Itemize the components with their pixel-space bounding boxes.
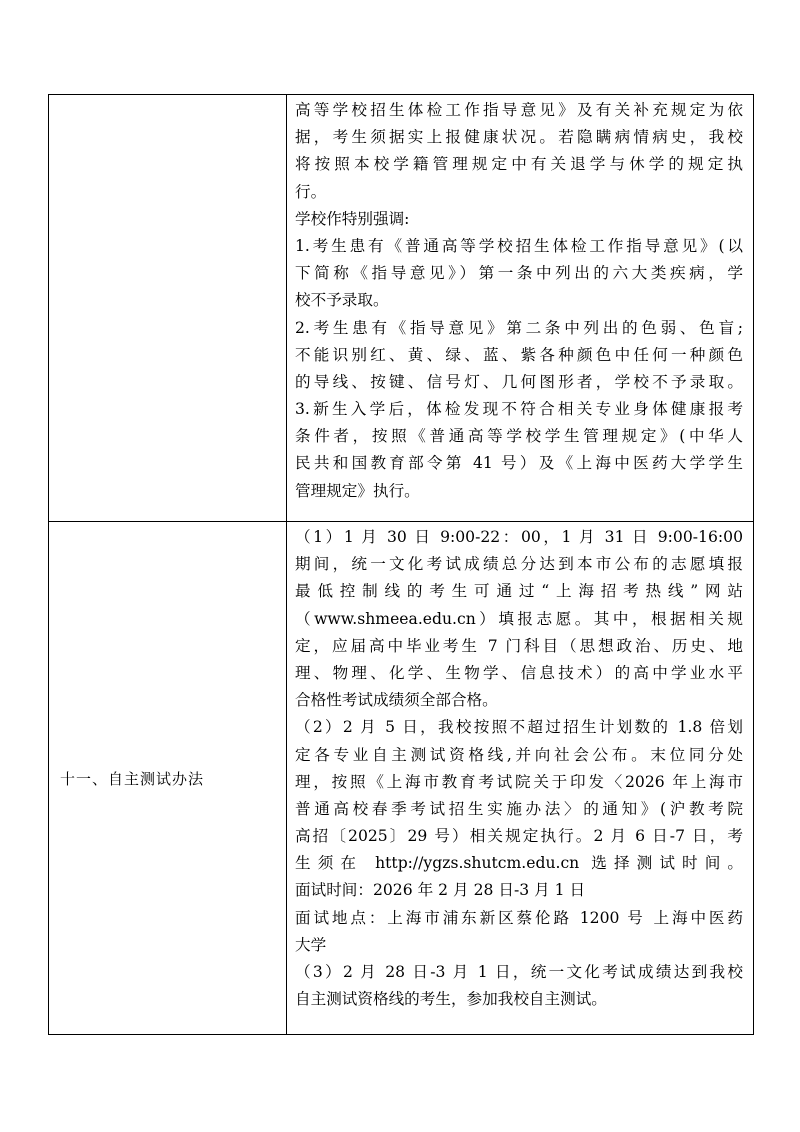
- text-line: （2）2 月 5 日，我校按照不超过招生计划数的 1.8 倍划: [295, 718, 743, 737]
- table-row: [49, 522, 754, 1035]
- text-line: 将按照本校学籍管理规定中有关退学与休学的规定执: [295, 155, 743, 174]
- text-line: 面试时间：2026 年 2 月 28 日-3 月 1 日: [295, 881, 586, 900]
- text-line: 面试地点：上海市浦东新区蔡伦路 1200 号 上海中医药: [295, 908, 743, 927]
- self-test-method-text: [287, 522, 753, 1013]
- text-line: 3.新生入学后，体检发现不符合相关专业身体健康报考: [295, 400, 743, 419]
- text-line: 合格性考试成绩须全部合格。: [295, 691, 498, 710]
- text-line: 校不予录取。: [295, 291, 389, 310]
- text-line: （3）2 月 28 日-3 月 1 日，统一文化考试成绩达到我校: [295, 963, 743, 981]
- text-line: 大学: [295, 935, 327, 954]
- row-label: 十一、自主测试办法: [60, 769, 205, 788]
- text-line: 普通高校春季考试招生实施办法〉的通知》(沪教考院: [295, 799, 743, 818]
- text-line: （www.shmeea.edu.cn）填报志愿。其中，根据相关规: [295, 609, 743, 628]
- text-line: 行。: [295, 182, 327, 201]
- text-line: 高招〔2025〕29 号）相关规定执行。2 月 6 日-7 日，考: [295, 827, 743, 846]
- text-line: 理，按照《上海市教育考试院关于印发〈2026 年上海市: [295, 772, 743, 791]
- text-line: 理、物理、化学、生物学、信息技术）的高中学业水平: [295, 663, 743, 682]
- text-line: 不能识别红、黄、绿、蓝、紫各种颜色中任何一种颜色: [295, 345, 743, 364]
- text-line: 条件者，按照《普通高等学校学生管理规定》(中华人: [295, 427, 743, 446]
- text-line: 高等学校招生体检工作指导意见》及有关补充规定为依: [295, 101, 743, 119]
- text-line: 管理规定》执行。: [295, 481, 420, 500]
- text-line: 生须在 http://ygzs.shutcm.edu.cn 选择测试时间。: [295, 854, 743, 873]
- text-line: 民共和国教育部令第 41 号）及《上海中医药大学学生: [295, 454, 743, 473]
- text-line: 自主测试资格线的考生，参加我校自主测试。: [295, 990, 607, 1009]
- text-line: 定各专业自主测试资格线,并向社会公布。末位同分处: [295, 745, 743, 764]
- requirements-table: [48, 94, 754, 1035]
- text-line: 的导线、按键、信号灯、几何图形者，学校不予录取。: [295, 372, 743, 391]
- text-line: 1.考生患有《普通高等学校招生体检工作指导意见》(以: [295, 236, 743, 255]
- text-line: （1）1 月 30 日 9:00-22：00，1 月 31 日 9:00-16:00: [295, 528, 743, 546]
- text-line: 学校作特别强调:: [295, 209, 410, 228]
- row-label-cell: [49, 522, 287, 1035]
- text-line: 定，应届高中毕业考生 7 门科目（思想政治、历史、地: [295, 636, 743, 655]
- table-row: [49, 95, 754, 522]
- text-line: 下简称《指导意见》）第一条中列出的六大类疾病，学: [295, 264, 743, 283]
- text-line: 期间，统一文化考试成绩总分达到本市公布的志愿填报: [295, 555, 743, 574]
- row-label-cell: [49, 95, 287, 522]
- row-content-cell: [287, 522, 754, 1035]
- text-line: 据，考生须据实上报健康状况。若隐瞒病情病史，我校: [295, 128, 743, 147]
- row-content-cell: [287, 95, 754, 522]
- text-line: 2.考生患有《指导意见》第二条中列出的色弱、色盲;: [295, 318, 743, 337]
- text-line: 最低控制线的考生可通过“上海招考热线”网站: [295, 582, 743, 601]
- health-check-text: [287, 95, 753, 505]
